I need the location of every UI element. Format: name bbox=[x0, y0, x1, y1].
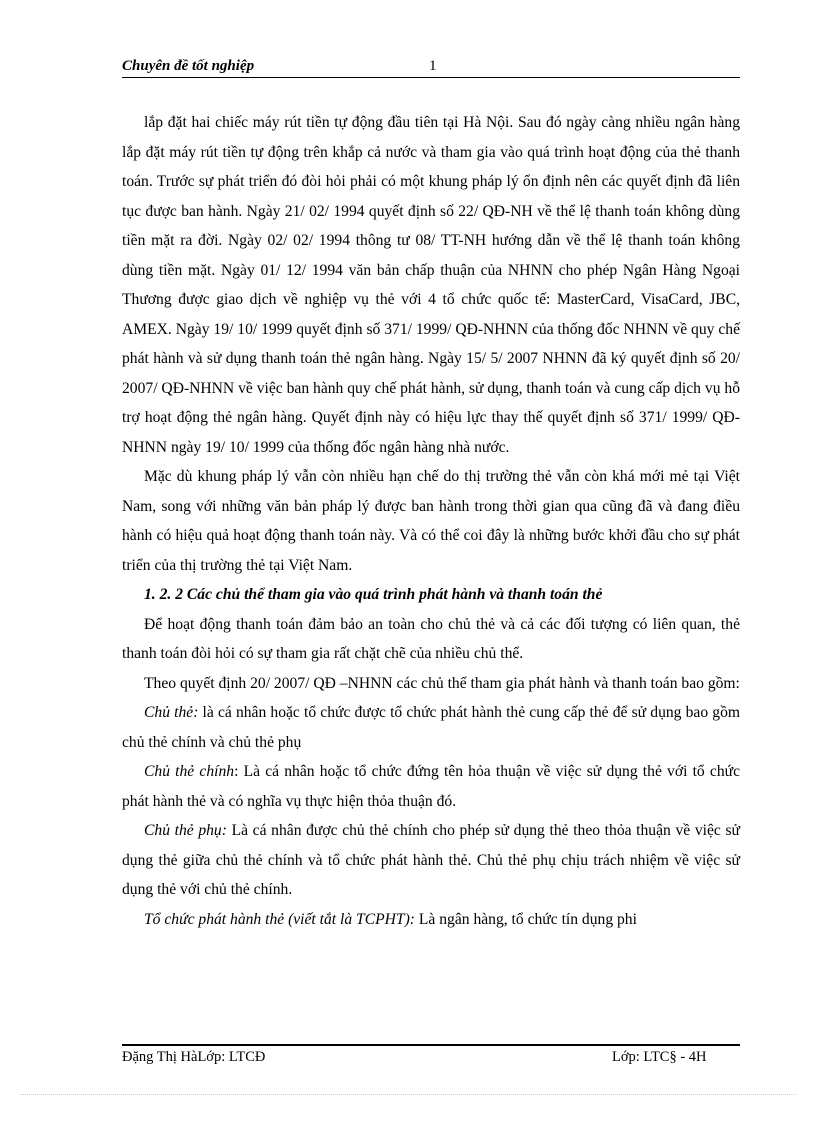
term-primary-cardholder: Chủ thẻ chính bbox=[144, 763, 235, 780]
paragraph-decision: Theo quyết định 20/ 2007/ QĐ –NHNN các chủ thể tham gia phát hành và thanh toán bao gồm: bbox=[144, 674, 740, 692]
term-secondary-cardholder: Chủ thẻ phụ: bbox=[144, 822, 227, 839]
page-edge bbox=[20, 1094, 796, 1095]
page-number: 1 bbox=[429, 58, 437, 74]
section-heading bbox=[122, 580, 740, 610]
header-title: Chuyên đề tốt nghiệp bbox=[122, 58, 255, 74]
definition-issuer bbox=[122, 905, 740, 935]
definition-primary-cardholder bbox=[122, 757, 740, 816]
def-primary-cardholder: : Là cá nhân hoặc tổ chức đứng tên hỏa thuận về việc sử dụng thẻ với tổ chức phát hành thẻ và có nghĩa vụ thực hiện thỏa thuận đó. bbox=[122, 763, 740, 810]
term-issuer: Tổ chức phát hành thẻ (viết tắt là TCPHT): bbox=[144, 910, 415, 928]
def-secondary-cardholder: Là cá nhân được chủ thẻ chính cho phép sử dụng thẻ theo thỏa thuận về việc sử dụng thẻ giữa chủ thẻ chính và tổ chức phát hành thẻ. Chủ thẻ phụ chịu trách nhiệm về việc sử dụng thẻ với chủ thẻ chính. bbox=[122, 822, 740, 898]
footer-author: Đặng Thị HàLớp: LTCĐ bbox=[122, 1049, 266, 1065]
body-text bbox=[122, 108, 740, 934]
section-number: 1. 2. 2 bbox=[144, 586, 183, 603]
paragraph-legal-history: lắp đặt hai chiếc máy rút tiền tự động đầu tiên tại Hà Nội. Sau đó ngày càng nhiều ngân hàng lắp đặt máy rút tiền tự động trên khắp cả nước và tham gia vào quá trình hoạt động của thẻ thanh toán. Trước sự phát triển đó đòi hỏi phải có một khung pháp lý ổn định nên các quyết định đã liên tục được ban hành. Ngày 21/ 02/ 1994 quyết định số 22/ QĐ-NH về thể lệ thanh toán không dùng tiền mặt ra đời. Ngày 02/ 02/ 1994 thông tư 08/ TT-NH hướng dẫn về thể lệ thanh toán không dùng tiền mặt. Ngày 01/ 12/ 1994 văn bản chấp thuận của NHNN cho phép Ngân Hàng Ngoại Thương được giao dịch về nghiệp vụ thẻ với 4 tổ chức quốc tế: MasterCard, VisaCard, JBC, AMEX. Ngày 19/ 10/ 1999 quyết định số 371/ 1999/ QĐ-NHNN của thống đốc NHNN về quy chế phát hành và sử dụng thanh toán thẻ ngân hàng. Ngày 15/ 5/ 2007 NHNN đã ký quyết định số 20/ 2007/ QĐ-NHNN về việc ban hành quy chế phát hành, sử dụng, thanh toán và cung cấp dịch vụ hỗ trợ hoạt động thẻ ngân hàng. Quyết định này có hiệu lực thay thế quyết định số 371/ 1999/ QĐ-NHNN ngày 19/ 10/ 1999 của thống đốc ngân hàng nhà nước. bbox=[122, 114, 740, 456]
paragraph-intro: Để hoạt động thanh toán đảm bảo an toàn cho chủ thẻ và cả các đối tượng có liên quan, thẻ thanh toán đòi hỏi có sự tham gia rất chặt chẽ của nhiều chủ thể. bbox=[122, 615, 740, 662]
page-header bbox=[122, 58, 740, 78]
def-cardholder: là cá nhân hoặc tổ chức được tổ chức phát hành thẻ cung cấp thẻ để sử dụng bao gồm chủ thẻ chính và chủ thẻ phụ bbox=[122, 704, 740, 751]
footer-class: Lớp: LTC§ - 4H bbox=[612, 1049, 707, 1065]
section-title: Các chủ thể tham gia vào quá trình phát hành và thanh toán thẻ bbox=[186, 586, 603, 603]
header-rule bbox=[122, 77, 740, 78]
footer-rule bbox=[122, 1044, 740, 1046]
term-cardholder: Chủ thẻ: bbox=[144, 704, 199, 721]
definition-cardholder bbox=[122, 698, 740, 757]
def-issuer: Là ngân hàng, tổ chức tín dụng phi bbox=[414, 910, 637, 928]
paragraph-legal-framework: Mặc dù khung pháp lý vẫn còn nhiều hạn chế do thị trường thẻ vẫn còn khá mới mẻ tại Việt Nam, song với những văn bản pháp lý được ban hành trong thời gian qua cũng đã và đang điều hành có hiệu quả hoạt động thanh toán này. Và có thể coi đây là những bước khởi đầu cho sự phát triển của thị trường thẻ tại Việt Nam. bbox=[122, 468, 740, 574]
definition-secondary-cardholder bbox=[122, 816, 740, 905]
